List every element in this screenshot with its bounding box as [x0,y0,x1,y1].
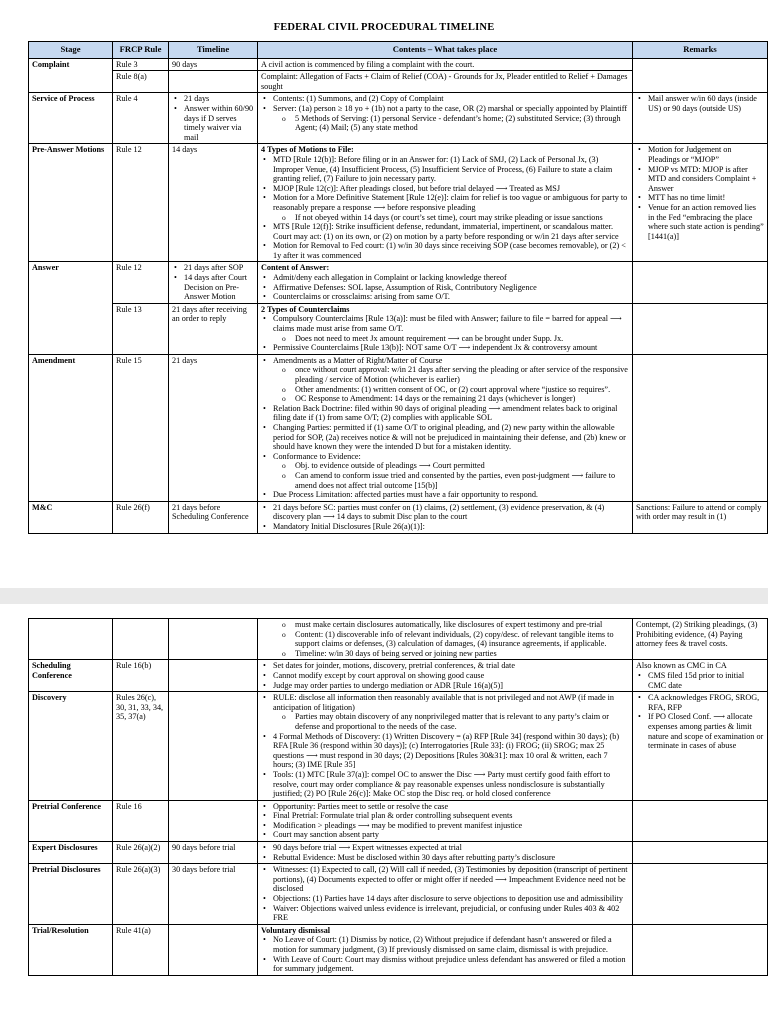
contents-cell [258,354,633,501]
remarks-cell [633,800,768,841]
bullet-text: Court may sanction absent party [273,830,379,840]
contents-bullet [273,681,629,691]
remarks-text: Also known as CMC in CA [636,661,727,671]
table-row [29,692,768,801]
table-row [29,93,768,144]
bullet-text: Admit/deny each allegation in Complaint or lacking knowledge thereof [273,273,507,283]
bullet-text: Permissive Counterclaims [Rule 13(b)]: NOT same O/T ⟶ independent Jx & controversy amount [273,343,598,353]
contents-heading: 4 Types of Motions to File: [261,145,354,155]
bullet-text: 90 days before trial ⟶ Expert witnesses expected at trial [273,843,462,853]
stage-cell: Answer [29,262,113,354]
bullet-text: Rebuttal Evidence: Must be disclosed within 30 days after rebutting party’s disclosure [273,852,556,862]
list-bullet: • CA acknowledges FROG, SROG, RFA, RFP [648,693,764,712]
contents-cell [258,58,633,71]
rule-cell: Rule 15 [113,354,169,501]
rule-cell: Rules 26(c), 30, 31, 33, 34, 35, 37(a) [113,692,169,801]
remarks-cell [633,692,768,801]
contents-text: Complaint: Allegation of Facts + Claim of Relief (COA) - Grounds for Jx, Pleader entitled to Relief + Damages sought [261,72,628,91]
sub-bullet: o OC Response to Amendment: 14 days or the remaining 21 days (whichever is longer) [295,394,629,404]
sub-bullet: o If not obeyed within 14 days (or court’s set time), court may strike pleading or issue sanctions [295,213,629,223]
timeline-cell: 14 days [169,144,258,262]
contents-bullet [273,661,629,671]
sub-bullet: o Does not need to meet Jx amount requirement ⟶ can be brought under Supp. Jx. [295,334,629,344]
contents-bullet [273,802,629,812]
remarks-cell [633,924,768,975]
remarks-cell [633,842,768,864]
bullet-text: Cannot modify except by court approval on showing good cause [273,670,485,680]
bullet-text: Modification > pleadings ⟶ may be modified to prevent manifest injustice [273,820,523,830]
bullet-text: Compulsory Counterclaims [Rule 13(a)]: must be filed with Answer; failure to file = barred for appeal ⟶ claims made must arise from same O/T. [273,314,622,334]
sub-bullet: o Other amendments: (1) written consent of OC, or (2) court approval where “justice so requires”. [295,385,629,395]
timeline-cell [169,924,258,975]
contents-bullet [273,292,629,302]
remarks-cell [633,660,768,692]
remarks-cell [633,58,768,93]
header-contents: Contents – What takes place [258,42,633,59]
timeline-cell: 30 days before trial [169,864,258,925]
stage-cell [29,619,113,660]
bullet-text: MTS [Rule 12(f)]: Strike insufficient defense, redundant, immaterial, impertinent, or scandalous matter. Court may act: (1) on its own, or (2) on motion by a party before responding or w/in 21 days after service [273,222,619,241]
list-bullet: • MJOP vs MTD: MJOP is after MTD and considers Complaint + Answer [648,165,764,194]
contents-bullet [273,273,629,283]
document-page-2 [0,604,768,1024]
timeline-cell [169,692,258,801]
table-row [29,58,768,71]
rule-cell: Rule 8(a) [113,71,169,93]
bullet-text: Counterclaims or crossclaims: arising from same O/T. [273,292,450,302]
table-row [29,501,768,533]
contents-bullet [273,853,629,863]
timeline-cell: 21 days after receiving an order to reply [169,303,258,354]
contents-heading: Voluntary dismissal [261,925,331,935]
rule-cell: Rule 4 [113,93,169,144]
sub-bullet: o Timeline: w/in 30 days of being served or joining new parties [295,649,629,659]
timeline-cell: 90 days before trial [169,842,258,864]
list-bullet: • Venue for an action removed lies in the Fed “embracing the place where such state action is pending” [1441(a)] [648,203,764,241]
contents-bullet [273,343,629,353]
rule-cell [113,619,169,660]
bullet-text: Server: (1a) person ≥ 18 yo + (1b) not a party to the case, OR (2) marshal or specially appointed by Plaintiff [273,103,628,113]
list-bullet: • MTT has no time limit! [648,193,764,203]
rule-cell: Rule 26(f) [113,501,169,533]
stage-cell: Complaint [29,58,113,93]
contents-cell [258,692,633,801]
contents-heading: 2 Types of Counterclaims [261,304,350,314]
list-bullet: • Motion for Judgement on Pleadings or “MJOP” [648,145,764,164]
sub-bullet: o Content: (1) discoverable info of relevant individuals, (2) copy/desc. of relevant tangible items to support claims or defenses, (3) calculation of damages, (4) insurance agreements, if applicable. [295,630,629,649]
bullet-text: Motion for Removal to Fed court: (1) w/in 30 days since receiving SOP (case becomes removable), or (2) < 1y after it was commenced [273,241,626,260]
remarks-cell [633,262,768,303]
contents-bullet [273,283,629,293]
bullet-text: MJOP [Rule 12(c)]: After pleadings closed, but before trial delayed ⟶ Treated as MSJ [273,183,561,193]
contents-bullet [273,811,629,821]
header-row [29,42,768,59]
contents-bullet [273,184,629,194]
contents-bullet [273,770,629,799]
contents-bullet [273,94,629,104]
contents-cell [258,864,633,925]
contents-bullet [273,620,629,658]
contents-bullet [273,241,629,260]
header-remarks: Remarks [633,42,768,59]
stage-cell: Pretrial Disclosures [29,864,113,925]
stage-cell: Pre-Answer Motions [29,144,113,262]
stage-cell: Trial/Resolution [29,924,113,975]
list-bullet: • 21 days after SOP [184,263,254,273]
header-rule: FRCP Rule [113,42,169,59]
contents-bullet [273,155,629,184]
bullet-text: 4 Formal Methods of Discovery: (1) Written Discovery = (a) RFP [Rule 34] (respond within 30 days); (b) RFA [Rule 36 (respond within 30 days)]; (c) Interrogatories [Rule 33]: (i) FROG; (ii) SROG; max 25 questions ⟶ must respond in 30 days; (2) Depositions [Rules 30&31]: max 10 oral & written, each 7 hours; (3) IME [Rule 35] [273,731,620,770]
contents-cell [258,924,633,975]
bullet-text: MTD [Rule 12(b)]: Before filing or in an Answer for: (1) Lack of SMJ, (2) Lack of Personal Jx, (3) Improper Venue, (4) Insufficient Process, (5) Insufficient Service of Process, (6) Failure to state a claim granting relief, (7) Failure to join necessary party. [273,154,613,184]
contents-bullet [273,503,629,522]
contents-bullet [273,693,629,731]
contents-cell [258,800,633,841]
contents-text: A civil action is commenced by filing a complaint with the court. [261,59,475,69]
contents-bullet [273,404,629,423]
contents-bullet [273,222,629,241]
table-row [29,619,768,660]
rule-cell: Rule 26(a)(3) [113,864,169,925]
timeline-cell [169,619,258,660]
table-row [29,800,768,841]
bullet-text: Waiver: Objections waived unless evidence is irrelevant, prejudicial, or confusing under Rules 403 & 402 FRE [273,903,620,923]
timeline-table-continued [28,618,768,976]
bullet-text: Opportunity: Parties meet to settle or resolve the case [273,801,449,811]
bullet-text: Relation Back Doctrine: filed within 90 days of original pleading ⟶ amendment relates back to original filing date if (1) from same O/T; (2) complies with applicable SOL [273,403,618,423]
sub-bullet: o 5 Methods of Serving: (1) personal Service - defendant’s home; (2) substituted Service; (3) through Agent; (4) Mail; (5) any state method [295,114,629,133]
contents-cell [258,71,633,93]
stage-cell: M&C [29,501,113,533]
contents-cell [258,501,633,533]
bullet-text: Judge may order parties to undergo mediation or ADR [Rule 16(a)(5)] [273,680,503,690]
bullet-text: Mandatory Initial Disclosures [Rule 26(a)(1)]: [273,521,425,531]
header-stage: Stage [29,42,113,59]
bullet-text: Changing Parties: permitted if (1) same O/T to original pleading, and (2) new party within the allowable period for SOP, (2a) receives notice & will not be prejudiced in maintaining their defense, and (2b) knew or should have known they were the intended D but for a mistaken identity. [273,422,626,452]
contents-bullet [273,904,629,923]
timeline-cell [169,800,258,841]
rule-cell: Rule 41(a) [113,924,169,975]
bullet-text: RULE: disclose all information then reasonably available that is not privileged and not AWP (if made in anticipation of litigation) [273,693,615,712]
stage-cell: Amendment [29,354,113,501]
contents-cell [258,842,633,864]
sub-bullet: o once without court approval: w/in 21 days after serving the pleading or after service of the responsive pleading / service of Motion (whichever is earlier) [295,365,629,384]
table-row [29,262,768,303]
table-row [29,144,768,262]
remarks-cell: Sanctions: Failure to attend or comply with order may result in (1) [633,501,768,533]
contents-bullet [273,935,629,954]
remarks-cell [633,93,768,144]
bullet-text: 21 days before SC: parties must confer on (1) claims, (2) settlement, (3) evidence preservation, & (4) discovery plan ⟶ 14 days to submit Disc plan to the court [273,502,605,522]
bullet-text: Contents: (1) Summons, and (2) Copy of Complaint [273,94,444,104]
stage-cell: Scheduling Conference [29,660,113,692]
rule-cell: Rule 13 [113,303,169,354]
contents-bullet [273,193,629,222]
sub-bullet: o must make certain disclosures automatically, like disclosures of expert testimony and pre-trial [295,620,629,630]
contents-bullet [273,955,629,974]
rule-cell: Rule 12 [113,144,169,262]
bullet-text: Set dates for joinder, motions, discovery, pretrial conferences, & trial date [273,661,515,671]
contents-bullet [273,865,629,894]
timeline-cell: 21 days [169,354,258,501]
timeline-table [28,41,768,534]
contents-bullet [273,490,629,500]
contents-bullet [273,314,629,343]
list-bullet: • 14 days after Court Decision on Pre-Answer Motion [184,273,254,302]
contents-cell [258,303,633,354]
contents-bullet [273,452,629,490]
contents-bullet [273,894,629,904]
table-row [29,303,768,354]
remarks-cell [633,144,768,262]
bullet-text: Due Process Limitation: affected parties must have a fair opportunity to respond. [273,490,538,500]
bullet-text: Motion for a More Definitive Statement [Rule 12(e)]: claim for relief is too vague or ambiguous for party to reasonably prepare a response ⟶ before responsive pleading [273,193,628,212]
rule-cell: Rule 16(b) [113,660,169,692]
contents-cell [258,93,633,144]
sub-bullet: o Parties may obtain discovery of any nonprivileged matter that is relevant to any party’s claim or defense and proportional to the needs of the case. [295,712,629,731]
timeline-cell: 21 days before Scheduling Conference [169,501,258,533]
list-bullet: • Answer within 60/90 days if D serves timely waiver via mail [184,104,254,142]
contents-bullet [273,671,629,681]
list-bullet: • Mail answer w/in 60 days (inside US) or 90 days (outside US) [648,94,764,113]
header-timeline: Timeline [169,42,258,59]
contents-bullet [273,522,629,532]
contents-bullet [273,104,629,133]
bullet-text: With Leave of Court: Court may dismiss without prejudice unless defendant has answered or filed a motion for summary judgement. [273,954,626,974]
contents-cell [258,262,633,303]
rule-cell: Rule 16 [113,800,169,841]
contents-bullet [273,732,629,770]
timeline-cell [169,262,258,303]
timeline-cell: 90 days [169,58,258,71]
remarks-cell [633,354,768,501]
bullet-text: Conformance to Evidence: [273,451,361,461]
list-bullet: • If PO Closed Conf. ⟶ allocate expenses among parties & limit nature and scope of examination or terminate in cases of abuse [648,712,764,750]
remarks-cell: Contempt, (2) Striking pleadings, (3) Prohibiting evidence, (4) Paying attorney fees & travel costs. [633,619,768,660]
table-row [29,842,768,864]
contents-bullet [273,830,629,840]
stage-cell: Service of Process [29,93,113,144]
table-row [29,660,768,692]
timeline-cell [169,71,258,93]
bullet-text: Affirmative Defenses: SOL lapse, Assumption of Risk, Contributory Negligence [273,282,537,292]
bullet-text: Witnesses: (1) Expected to call, (2) Will call if needed, (3) Testimonies by deposition (transcript of pertinent portions), (4) Documents expected to offer or might offer if needed ⟶ Impeachment Evidence need not be disclosed [273,865,628,894]
table-row [29,924,768,975]
remarks-cell [633,303,768,354]
stage-cell: Expert Disclosures [29,842,113,864]
contents-heading: Content of Answer: [261,263,330,273]
stage-cell: Pretrial Conference [29,800,113,841]
bullet-text: Amendments as a Matter of Right/Matter of Course [273,355,443,365]
contents-cell [258,144,633,262]
contents-bullet [273,423,629,452]
page-title: FEDERAL CIVIL PROCEDURAL TIMELINE [273,22,495,33]
remarks-bullet: • CMS filed 15d prior to initial CMC date [648,671,764,690]
contents-bullet [273,356,629,404]
timeline-cell [169,93,258,144]
stage-cell: Discovery [29,692,113,801]
rule-cell: Rule 12 [113,262,169,303]
contents-bullet [273,821,629,831]
bullet-text: Tools: (1) MTC [Rule 37(a)]: compel OC to answer the Disc ⟶ Party must certify good faith effort to resolve, court may order compliance & pay reasonable expenses unless nondisclosure is substantially justified; (2) PO [Rule 26(c)]: Make OC stop the Disc req. or hold closed conference [273,769,611,799]
rule-cell: Rule 26(a)(2) [113,842,169,864]
table-row [29,864,768,925]
table-row [29,354,768,501]
contents-cell [258,619,633,660]
bullet-text: Final Pretrial: Formulate trial plan & order controlling subsequent events [273,811,513,821]
timeline-cell [169,660,258,692]
contents-cell [258,660,633,692]
sub-bullet: o Can amend to conform issue tried and consented by the parties, even post-judgment ⟶ failure to amend does not affect trial outcome [15(b)] [295,471,629,490]
bullet-text: Objections: (1) Parties have 14 days after disclosure to serve objections to deposition use and admissibility [273,894,623,904]
remarks-cell [633,864,768,925]
list-bullet: • 21 days [184,94,254,104]
contents-bullet [273,843,629,853]
sub-bullet: o Obj. to evidence outside of pleadings ⟶ Court permitted [295,461,629,471]
bullet-text: No Leave of Court: (1) Dismiss by notice, (2) Without prejudice if defendant hasn’t answered or filed a motion for summary judgment, (3) If previously dismissed on same claim, dismissal is with prejudice. [273,935,612,954]
rule-cell: Rule 3 [113,58,169,71]
